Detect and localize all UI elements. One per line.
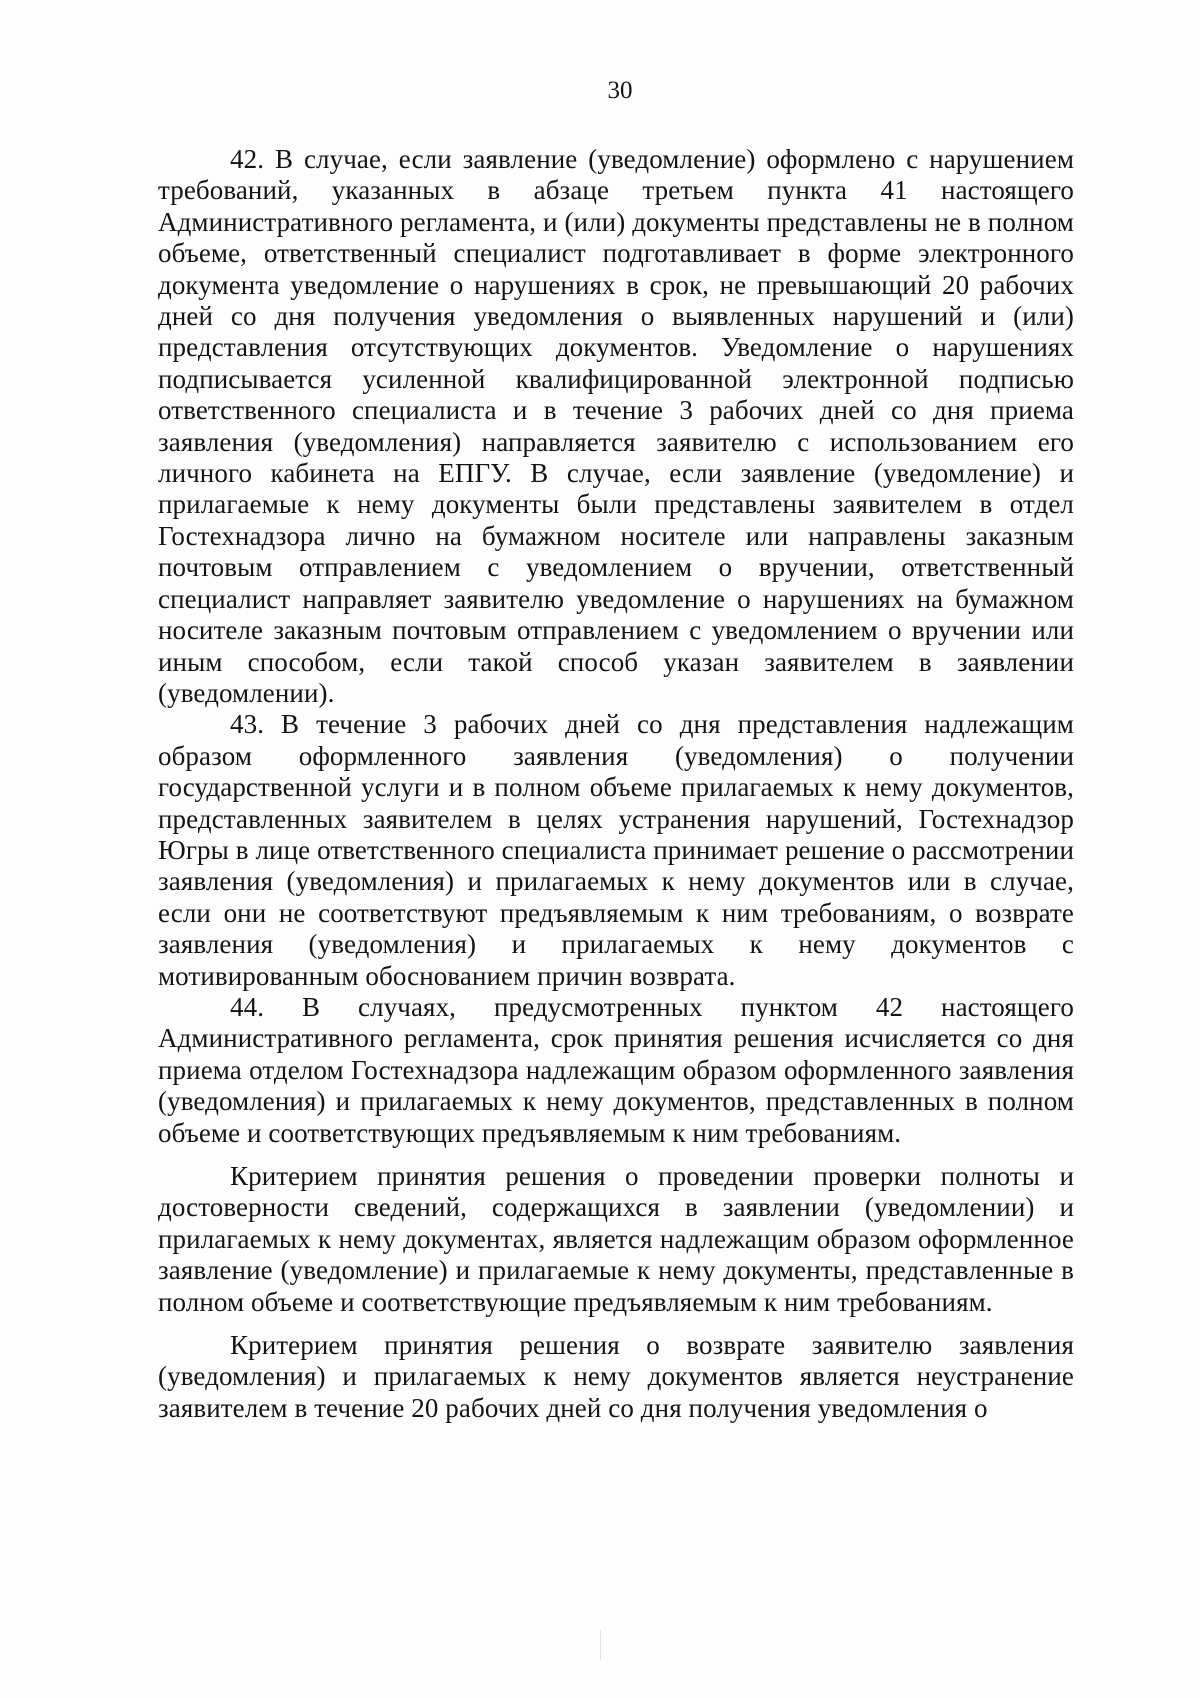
page-number: 30 (607, 77, 633, 104)
paragraph-42: 42. В случае, если заявление (уведомление) оформлено с нарушением требований, указанных в абзаце третьем пункта 41 настоящего Административного регламента, и (или) документы представлены не в полном объеме, ответственный специалист подготавливает в форме электронного документа уведомление о нарушениях в срок, не превышающий 20 рабочих дней со дня получения уведомления о выявленных нарушений и (или) представления отсутствующих документов. Уведомление о нарушениях подписывается усиленной квалифицированной электронной подписью ответственного специалиста и в течение 3 рабочих дней со дня приема заявления (уведомления) направляется заявителю с использованием его личного кабинета на ЕПГУ. В случае, если заявление (уведомление) и прилагаемые к нему документы были представлены заявителем в отдел Гостехнадзора лично на бумажном носителе или направлены заказным почтовым отправлением с уведомлением о вручении, ответственный специалист направляет заявителю уведомление о нарушениях на бумажном носителе заказным почтовым отправлением с уведомлением о вручении или иным способом, если такой способ указан заявителем в заявлении (уведомлении). (158, 144, 1074, 708)
paragraph-criterion-return: Критерием принятия решения о возврате заявителю заявления (уведомления) и прилагаемых к нему документов является неустранение заявителем в течение 20 рабочих дней со дня получения уведомления о (158, 1330, 1074, 1423)
paragraph-44: 44. В случаях, предусмотренных пунктом 42 настоящего Административного регламента, срок принятия решения исчисляется со дня приема отделом Гостехнадзора надлежащим образом оформленного заявления (уведомления) и прилагаемых к нему документов, представленных в полном объеме и соответствующих предъявляемым к ним требованиям. (158, 991, 1074, 1148)
scan-artifact-mark (600, 1630, 601, 1660)
document-body (158, 144, 1074, 1424)
paragraph-43: 43. В течение 3 рабочих дней со дня представления надлежащим образом оформленного заявления (уведомления) о получении государственной услуги и в полном объеме прилагаемых к нему документов, представленных заявителем в целях устранения нарушений, Гостехнадзор Югры в лице ответственного специалиста принимает решение о рассмотрении заявления (уведомления) и прилагаемых к нему документов или в случае, если они не соответствуют предъявляемым к ним требованиям, о возврате заявления (уведомления) и прилагаемых к нему документов с мотивированным обоснованием причин возврата. (158, 709, 1074, 991)
paragraph-criterion-check: Критерием принятия решения о проведении проверки полноты и достоверности сведений, содержащихся в заявлении (уведомлении) и прилагаемых к нему документах, является надлежащим образом оформленное заявление (уведомление) и прилагаемые к нему документы, представленные в полном объеме и соответствующие предъявляемым к ним требованиям. (158, 1161, 1074, 1317)
